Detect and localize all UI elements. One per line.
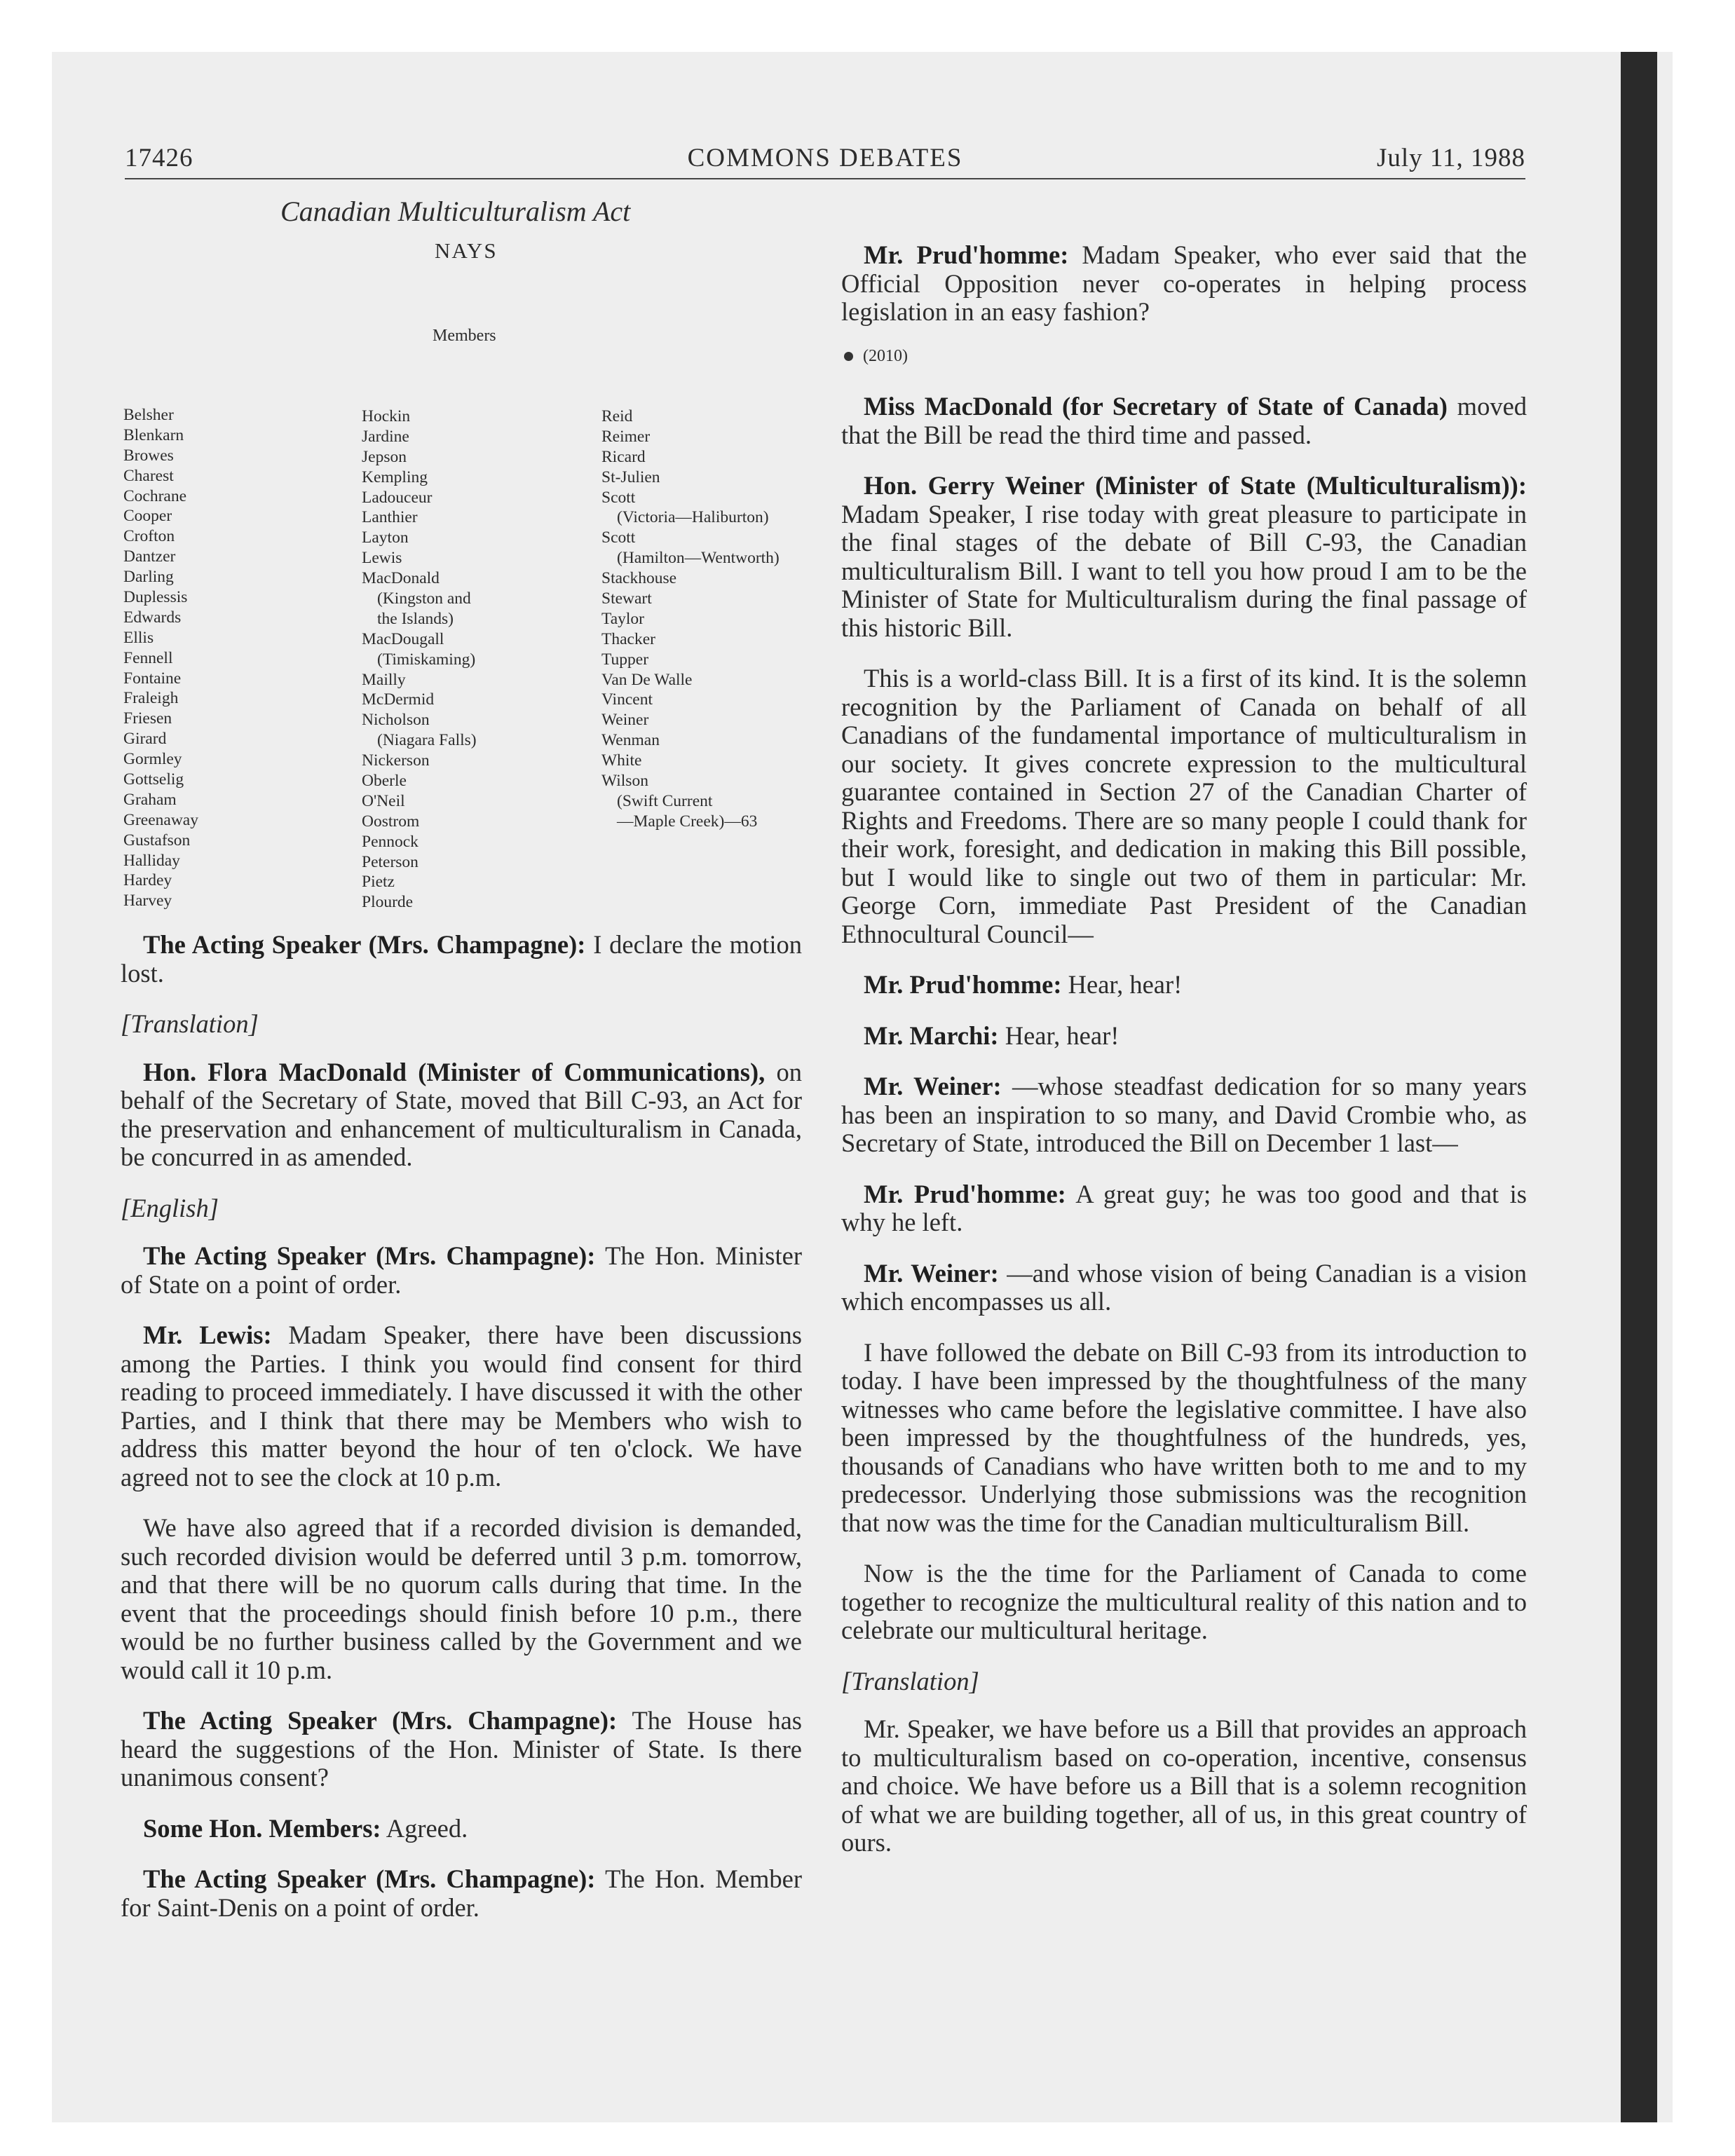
member-name: St-Julien [601,468,660,486]
member-name: Dantzer [123,547,176,566]
speech-text: This is a world-class Bill. It is a first of its kind. It is the solemn recognition by the Parliament of Canada on behalf of all Canadians of the fundamental importance of multiculturalism in our society. It gives concrete expression to the multicultural guarantee contained in Section 27 of the Canadian Charter of Rights and Freedoms. There are so many people I could thank for their work, foresight, and dedication in making this Bill possible, but I would like to single out two of them in particular: Mr. George Corn, immediate Past President of the Canadian Ethnocultural Council— [841,664,1527,948]
member-name: Belsher [123,406,174,424]
speech-text: I declare the motion lost. [121,930,802,988]
member-name: MacDougall [362,629,444,648]
speech-text: Agreed. [386,1813,468,1843]
member-name: Plourde [362,893,414,912]
member-name: Pietz [362,873,395,892]
member-name: Ladouceur [362,488,433,507]
speech-text: on behalf of the Secretary of State, moved that Bill C-93, an Act for the preservation and enhancement of multiculturalism in Canada, be concurred in as amended. [121,1057,802,1171]
member-name: (Timiskaming) [377,650,476,669]
member-name: Cochrane [123,486,187,505]
member-name: Cooper [123,507,172,526]
speech-text: A great guy; he was too good and that is why he left. [841,1179,1527,1236]
language-marker: [Translation] [121,1009,259,1038]
member-name: Harvey [123,892,172,910]
member-name: Weiner [601,711,649,730]
debate-paragraph [841,472,1527,642]
member-name: Oostrom [362,812,420,831]
member-name: McDermid [362,690,435,709]
members-list-col2 [362,407,477,913]
member-name: Peterson [362,852,419,871]
member-name: Gormley [123,750,182,769]
debate-paragraph [841,1260,1527,1316]
member-name: Greenaway [123,810,198,829]
speaker-name: Mr. Prud'homme: [864,1179,1066,1208]
debate-paragraph [841,393,1527,449]
speaker-name: Mr. Prud'homme: [864,970,1062,999]
speech-text: The Hon. Minister of State on a point of order. [121,1241,803,1299]
member-name: Scott [601,528,636,547]
speaker-name: Hon. Gerry Weiner (Minister of State (Multiculturalism)): [864,471,1527,500]
member-name: Nicholson [362,711,430,730]
debate-paragraph [121,1242,802,1299]
nays-heading: NAYS [435,238,498,263]
member-name: Kempling [362,468,428,486]
member-name: —Maple Creek)—63 [617,812,758,831]
member-name: Friesen [123,709,172,728]
speaker-name: The Acting Speaker (Mrs. Champagne): [143,1241,596,1270]
language-marker: [Translation] [841,1666,979,1696]
member-name: Edwards [123,608,182,627]
member-name: Scott [601,488,636,507]
member-name: Charest [123,466,174,485]
speaker-name: Mr. Prud'homme: [864,240,1069,269]
member-name: Stewart [601,589,652,608]
speaker-name: The Acting Speaker (Mrs. Champagne): [143,1706,618,1735]
member-name: the Islands) [377,609,454,628]
member-name: Vincent [601,690,653,709]
speaker-name: Hon. Flora MacDonald (Minister of Communications), [143,1057,766,1086]
member-name: Jardine [362,427,409,446]
speaker-name: Mr. Lewis: [143,1321,272,1349]
member-name: O'Neil [362,791,405,810]
member-name: Wenman [601,731,660,750]
member-name: Reid [601,407,633,425]
speech-text: Madam Speaker, I rise today with great pleasure to participate in the final stages of the debate of Bill C-93, the Canadian multiculturalism Bill. I want to tell you how proud I am to be the Minister of State for Multiculturalism during the final passage of this historic Bill. [841,499,1527,642]
speech-text: —whose steadfast dedication for so many years has been an inspiration to so many, and David Crombie who, as Secretary of State, introduced the Bill on December 1 last— [841,1072,1528,1157]
speech-text: Now is the the time for the Parliament of Canada to come together to recognize the multicultural reality of this nation and to celebrate our multicultural heritage. [841,1559,1527,1644]
member-name: Girard [123,730,167,749]
member-name: Jepson [362,447,407,466]
speech-text: Madam Speaker, there have been discussions among the Parties. I think you would find consent for third reading to proceed immediately. I have discussed it with the other Parties, and I think that there may be Members who wish to address this matter beyond the hour of ten o'clock. We have agreed not to see the clock at 10 p.m. [121,1321,803,1492]
member-name: Crofton [123,527,175,546]
language-marker: [English] [121,1193,219,1222]
speaker-name: Mr. Marchi: [864,1021,999,1050]
member-name: Gustafson [123,831,191,850]
member-name: Wilson [601,772,648,791]
member-name: Mailly [362,670,406,689]
member-name: Oberle [362,772,407,791]
member-name: Hockin [362,407,411,425]
act-title: Canadian Multiculturalism Act [280,196,631,227]
speech-text: Madam Speaker, who ever said that the Official Opposition never co-operates in helping process legislation in an easy fashion? [841,240,1527,326]
debate-paragraph [121,931,802,988]
debate-paragraph [121,1514,802,1684]
member-name: Van De Walle [601,670,693,689]
speaker-name: Mr. Weiner: [864,1258,999,1288]
speech-text: The Hon. Member for Saint-Denis on a point of order. [121,1864,802,1922]
member-name: Blenkarn [123,425,184,444]
speech-text: Hear, hear! [1068,970,1183,999]
running-header [125,143,1525,179]
time-stamp: (2010) [863,346,908,365]
member-name: (Kingston and [377,589,471,608]
debate-paragraph [121,1058,802,1172]
debate-paragraph [841,1715,1527,1857]
member-name: Halliday [123,851,180,870]
member-name: Taylor [601,609,644,628]
member-name: White [601,751,642,770]
debate-paragraph [841,1180,1527,1237]
speaker-name: The Acting Speaker (Mrs. Champagne): [143,930,586,959]
debate-left-column [121,931,802,1944]
member-name: Tupper [601,650,649,669]
member-name: (Hamilton—Wentworth) [617,549,780,568]
page-number: 17426 [125,144,193,172]
debate-paragraph [841,971,1527,999]
member-name: Ricard [601,447,646,466]
speech-text: Mr. Speaker, we have before us a Bill that provides an approach to multiculturalism based on co-operation, incentive, consensus and choice. We have before us a Bill that is a solemn recognition of what we are building together, all of us, in this great country of ours. [841,1714,1527,1857]
debate-paragraph [841,1022,1527,1051]
member-name: (Swift Current [617,791,713,810]
member-name: Duplessis [123,588,188,607]
member-name: Ellis [123,628,154,647]
member-name: (Niagara Falls) [377,731,477,750]
member-name: Browes [123,446,174,465]
debate-paragraph [121,1321,802,1492]
member-name: Nickerson [362,751,430,770]
speaker-name: Mr. Weiner: [864,1072,1002,1100]
speech-text: We have also agreed that if a recorded division is demanded, such recorded division would be deferred until 3 p.m. tomorrow, and that there will be no quorum calls during that time. In the event that the proceedings should finish before 10 p.m., there would be no further business called by the Government and we would call it 10 p.m. [121,1513,802,1684]
speaker-name: Some Hon. Members: [143,1813,381,1843]
publication-title: COMMONS DEBATES [687,144,963,172]
members-list-col1 [123,405,198,911]
speech-text: I have followed the debate on Bill C-93 from its introduction to today. I have been impressed by the thoughtfulness of the many witnesses who came before the legislative committee. I have also been impressed by the thoughtfulness of the hundreds, yes, thousands of Canadians who have written both to me and to my predecessor. Underlying those submissions was the recognition that now was the time for the Canadian multiculturalism Bill. [841,1337,1527,1537]
member-name: Lanthier [362,508,418,527]
member-name: Layton [362,528,409,547]
member-name: Fontaine [123,669,182,688]
speaker-name: The Acting Speaker (Mrs. Champagne): [143,1864,596,1893]
member-name: Hardey [123,871,172,890]
debate-paragraph [841,1072,1527,1158]
member-name: Pennock [362,832,419,851]
member-name: Graham [123,790,177,809]
member-name: Stackhouse [601,569,677,588]
speech-text: moved that the Bill be read the third time and passed. [841,392,1528,449]
debate-paragraph [841,1560,1527,1645]
member-name: Fraleigh [123,689,179,708]
debate-paragraph [841,664,1527,948]
debate-paragraph [841,1339,1527,1538]
member-name: Thacker [601,629,655,648]
speech-text: The House has heard the suggestions of the Hon. Minister of State. Is there unanimous consent? [121,1706,803,1792]
member-name: MacDonald [362,569,440,588]
speaker-name: Miss MacDonald (for Secretary of State of Canada) [864,392,1448,421]
speech-text: —and whose vision of being Canadian is a vision which encompasses us all. [841,1258,1527,1316]
member-name: Fennell [123,648,173,667]
members-list-col3 [601,407,780,832]
time-marker [844,342,1527,371]
debate-paragraph [121,1815,802,1843]
bullet-icon [844,352,853,361]
debate-paragraph [121,1707,802,1792]
publication-date: July 11, 1988 [1376,144,1525,172]
debate-paragraph [121,1865,802,1922]
speech-text: Hear, hear! [1005,1021,1120,1050]
member-name: Lewis [362,549,402,568]
member-name: Reimer [601,427,651,446]
member-name: Gottselig [123,770,184,789]
members-heading: Members [433,327,496,345]
member-name: Darling [123,568,174,587]
debate-paragraph [841,241,1527,327]
member-name: (Victoria—Haliburton) [617,508,769,527]
debate-right-column [841,241,1527,1880]
